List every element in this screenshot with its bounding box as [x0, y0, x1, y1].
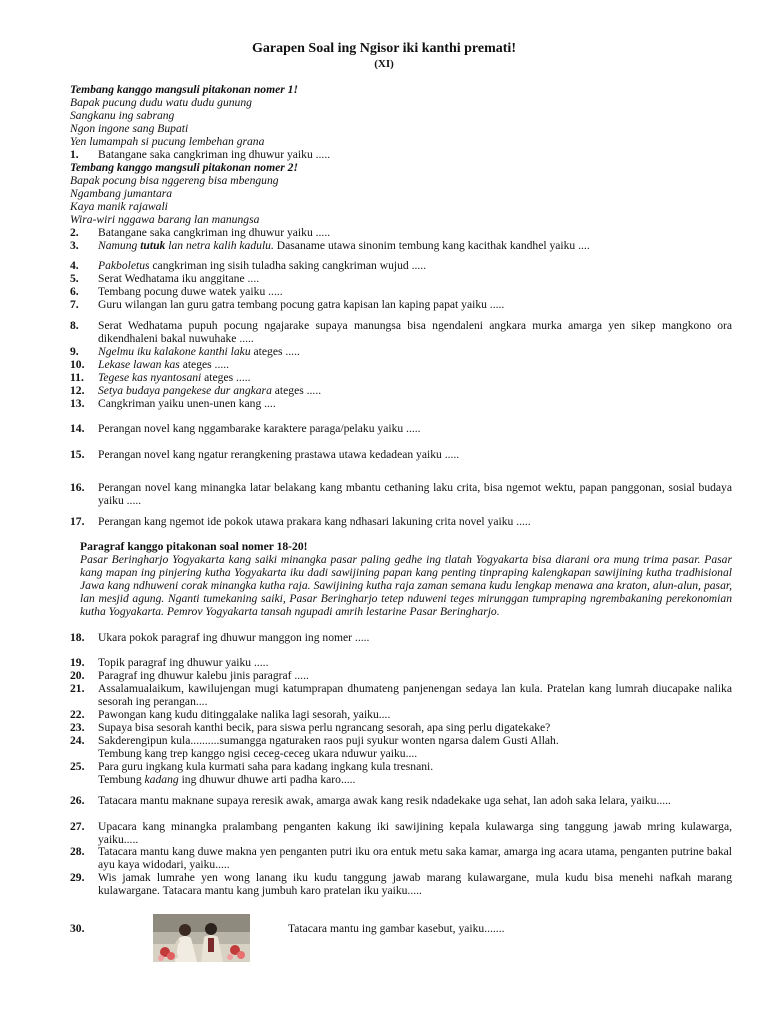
question-text: Tembang pocung duwe watek yaiku ..... — [98, 285, 283, 298]
question-number: 11. — [70, 371, 84, 384]
paragraph-heading: Paragraf kanggo pitakonan soal nomer 18-20! — [80, 540, 308, 553]
q9-italic: Ngelmu iku kalakone kanthi laku — [98, 345, 251, 358]
q3-pre: Namung — [98, 239, 141, 252]
q25-pre: Tembung — [98, 773, 145, 786]
question-number: 17. — [70, 515, 85, 528]
question-number: 14. — [70, 422, 85, 435]
question-14 — [70, 422, 732, 435]
q11-italic: Tegese kas nyantosani — [98, 371, 202, 384]
question-text: Paragraf ing dhuwur kalebu jinis paragraf ..... — [98, 669, 309, 682]
question-15 — [70, 448, 732, 461]
question-18 — [70, 631, 732, 644]
q9-post: ateges ..... — [250, 345, 300, 358]
question-text: Supaya bisa sesorah kanthi becik, para siswa perlu ngrancang sesorah, apa sing perlu digatekake? — [98, 721, 551, 734]
question-number: 4. — [70, 259, 79, 272]
poem1-line: Yen lumampah si pucung lembehan grana — [70, 135, 265, 148]
question-5 — [70, 272, 732, 285]
poem2-line: Wira-wiri nggawa barang lan manungsa — [70, 213, 260, 226]
question-4 — [70, 259, 732, 272]
question-text: Serat Wedhatama iku anggitane .... — [98, 272, 260, 285]
question-1 — [70, 148, 732, 161]
question-text-line2 — [98, 773, 732, 786]
question-text: Wis jamak lumrahe yen wong lanang iku kudu tanggung jawab marang kulawargane, mula kudu bisa menehi nafkah marang kulawargane. Tatacara mantu kang jumbuh karo pratelan iku yaiku..... — [98, 871, 732, 897]
question-text: Perangan kang ngemot ide pokok utawa prakara kang ndhasari lakuning crita novel yaiku ..... — [98, 515, 531, 528]
q11-post: ateges ..... — [201, 371, 251, 384]
question-text-line1: Para guru ingkang kula kurmati saha para kadang ingkang kula tresnani. — [98, 760, 434, 773]
question-number: 1. — [70, 148, 79, 161]
q10-post: ateges ..... — [179, 358, 230, 371]
question-text — [98, 384, 732, 397]
question-text-line1: Sakderengipun kula..........sumangga ngaturaken raos puji syukur wonten ngarsa dalem Gusti Allah. — [98, 734, 559, 747]
question-text: Tatacara mantu kang duwe makna yen penganten putri iku ora entuk metu saka kamar, amarga ing acara utama, penganten putrine bakal ayu kaya widodari, yaiku..... — [98, 845, 732, 871]
question-text: Pawongan kang kudu ditinggalake nalika lagi sesorah, yaiku.... — [98, 708, 391, 721]
q12-italic: Setya budaya pangekese dur angkara — [98, 384, 272, 397]
q12-post: ateges ..... — [271, 384, 322, 397]
question-26 — [70, 794, 732, 807]
question-29 — [70, 871, 732, 897]
question-number: 21. — [70, 682, 85, 695]
question-number: 20. — [70, 669, 85, 682]
question-number: 23. — [70, 721, 85, 734]
page-title: Garapen Soal ing Ngisor iki kanthi premati! — [252, 41, 516, 56]
question-number: 15. — [70, 448, 85, 461]
question-23 — [70, 721, 732, 734]
question-number: 18. — [70, 631, 85, 644]
question-number: 28. — [70, 845, 85, 858]
question-text: Tatacara mantu maknane supaya reresik awak, amarga awak kang resik ndadekake uga sehat, lan adoh saka lelara, yaiku..... — [98, 794, 671, 807]
poem1-line: Bapak pucung dudu watu dudu gunung — [70, 96, 252, 109]
question-number: 3. — [70, 239, 79, 252]
question-30-text: Tatacara mantu ing gambar kasebut, yaiku....... — [288, 922, 505, 935]
question-8 — [70, 319, 732, 345]
question-number: 12. — [70, 384, 85, 397]
question-16 — [70, 481, 732, 507]
q25-italic: kadang — [144, 773, 179, 786]
wedding-ceremony-illustration — [153, 914, 250, 962]
question-text: Perangan novel kang nggambarake karaktere paraga/pelaku yaiku ..... — [98, 422, 421, 435]
question-number: 9. — [70, 345, 79, 358]
question-28 — [70, 845, 732, 871]
question-text: Perangan novel kang ngatur rerangkening prastawa utawa kedadean yaiku ..... — [98, 448, 460, 461]
poem2-line: Ngambang jumantara — [70, 187, 173, 200]
question-20 — [70, 669, 732, 682]
q3-italic: lan netra kalih kadulu. — [165, 239, 274, 252]
question-number: 7. — [70, 298, 79, 311]
question-text: Upacara kang minangka pralambang penganten kakung iki sawijining kepala kulawarga sing tanggung jawab mring kulawarga, yaiku..... — [98, 820, 732, 846]
q3-bold-word: tutuk — [140, 239, 166, 252]
question-text: Guru wilangan lan guru gatra tembang pocung gatra kapisan lan kaping papat yaiku ..... — [98, 298, 505, 311]
question-number: 8. — [70, 319, 79, 332]
question-27 — [70, 820, 732, 846]
question-text: Cangkriman yaiku unen-unen kang .... — [98, 397, 276, 410]
poem2-line: Bapak pocung bisa nggereng bisa mbengung — [70, 174, 279, 187]
question-number: 2. — [70, 226, 79, 239]
question-2 — [70, 226, 732, 239]
q10-italic: Lekase lawan kas — [98, 358, 180, 371]
question-6 — [70, 285, 732, 298]
question-text — [98, 371, 732, 384]
question-number: 24. — [70, 734, 85, 747]
question-12 — [70, 384, 732, 397]
poem1-heading: Tembang kanggo mangsuli pitakonan nomer 1! — [70, 83, 298, 96]
question-number: 16. — [70, 481, 85, 494]
q4-italic: Pakboletus — [98, 259, 150, 272]
question-text: Batangane saka cangkriman ing dhuwur yaiku ..... — [98, 226, 331, 239]
question-number: 6. — [70, 285, 79, 298]
question-text: Ukara pokok paragraf ing dhuwur manggon ing nomer ..... — [98, 631, 370, 644]
question-text — [98, 259, 732, 272]
question-7 — [70, 298, 732, 311]
wedding-ceremony-photo — [153, 914, 250, 962]
question-9 — [70, 345, 732, 358]
question-number: 22. — [70, 708, 85, 721]
page-subtitle: (XI) — [374, 58, 394, 70]
question-3 — [70, 239, 732, 252]
question-number: 26. — [70, 794, 85, 807]
question-number: 25. — [70, 760, 85, 773]
q25-post: ing dhuwur dhuwe arti padha karo..... — [178, 773, 356, 786]
question-text: Batangane saka cangkriman ing dhuwur yaiku ..... — [98, 148, 331, 161]
question-19 — [70, 656, 732, 669]
question-number: 19. — [70, 656, 85, 669]
paragraph-text: Pasar Beringharjo Yogyakarta kang saiki minangka pasar paling gedhe ing tlatah Yogyakarta bisa diarani ora mung trima pasar. Pasar kang mapan ing pinjering kutha Yogyakarta iku dadi sawijining papan kang penting tinpraping kalengkapan sawijining kutha tradhisional Jawa kang ndhuweni corak minangka kutha raja. Sawijining kutha raja zaman semana kudu lengkap menawa ana kraton, alun-alun, pasar, lan mesjid agung. Nganti tumekaning saiki, Pasar Beringharjo tetep nduweni teges mirunggan tumpraping ngrembakaning perekonomian kutha Yogyakarta. Pemrov Yogyakarta tansah ngupadi amrih lestarine Pasar Beringharjo. — [80, 553, 732, 618]
question-21 — [70, 682, 732, 708]
question-number: 5. — [70, 272, 79, 285]
question-13 — [70, 397, 732, 410]
question-text — [98, 239, 732, 252]
question-11 — [70, 371, 732, 384]
question-10 — [70, 358, 732, 371]
q3-post: Dasaname utawa sinonim tembung kang kacithak kandhel yaiku .... — [273, 239, 590, 252]
question-17 — [70, 515, 732, 528]
poem2-line: Kaya manik rajawali — [70, 200, 168, 213]
question-text: Topik paragraf ing dhuwur yaiku ..... — [98, 656, 269, 669]
question-number: 29. — [70, 871, 85, 884]
poem2-heading: Tembang kanggo mangsuli pitakonan nomer 2! — [70, 161, 298, 174]
poem1-line: Ngon ingone sang Bupati — [70, 122, 189, 135]
question-22 — [70, 708, 732, 721]
question-24 — [70, 734, 732, 760]
question-text: Perangan novel kang minangka latar belakang kang mbantu cethaning laku crita, bisa ngemot wektu, papan panggonan, sosial budaya yaiku ..... — [98, 481, 732, 507]
question-number: 13. — [70, 397, 85, 410]
question-25 — [70, 760, 732, 786]
question-number: 10. — [70, 358, 85, 371]
question-text: Assalamualaikum, kawilujengan mugi katumprapan dhumateng panjenengan sedaya lan kula. Pratelan kang lumrah diucapake nalika sesorah ing perangan.... — [98, 682, 732, 708]
question-text-line2: Tembung kang trep kanggo ngisi ceceg-ceceg ukara nduwur yaiku.... — [98, 747, 418, 760]
question-text — [98, 358, 732, 371]
q4-post: cangkriman ing sisih tuladha saking cangkriman wujud ..... — [149, 259, 427, 272]
question-number: 30. — [70, 922, 85, 935]
question-text — [98, 345, 732, 358]
question-text: Serat Wedhatama pupuh pocung ngajarake supaya manungsa bisa ngendaleni angkara murka amarga yen sikep mangkono ora dikendhaleni bakal nuwuhake ..... — [98, 319, 732, 345]
poem1-line: Sangkanu ing sabrang — [70, 109, 175, 122]
question-number: 27. — [70, 820, 85, 833]
